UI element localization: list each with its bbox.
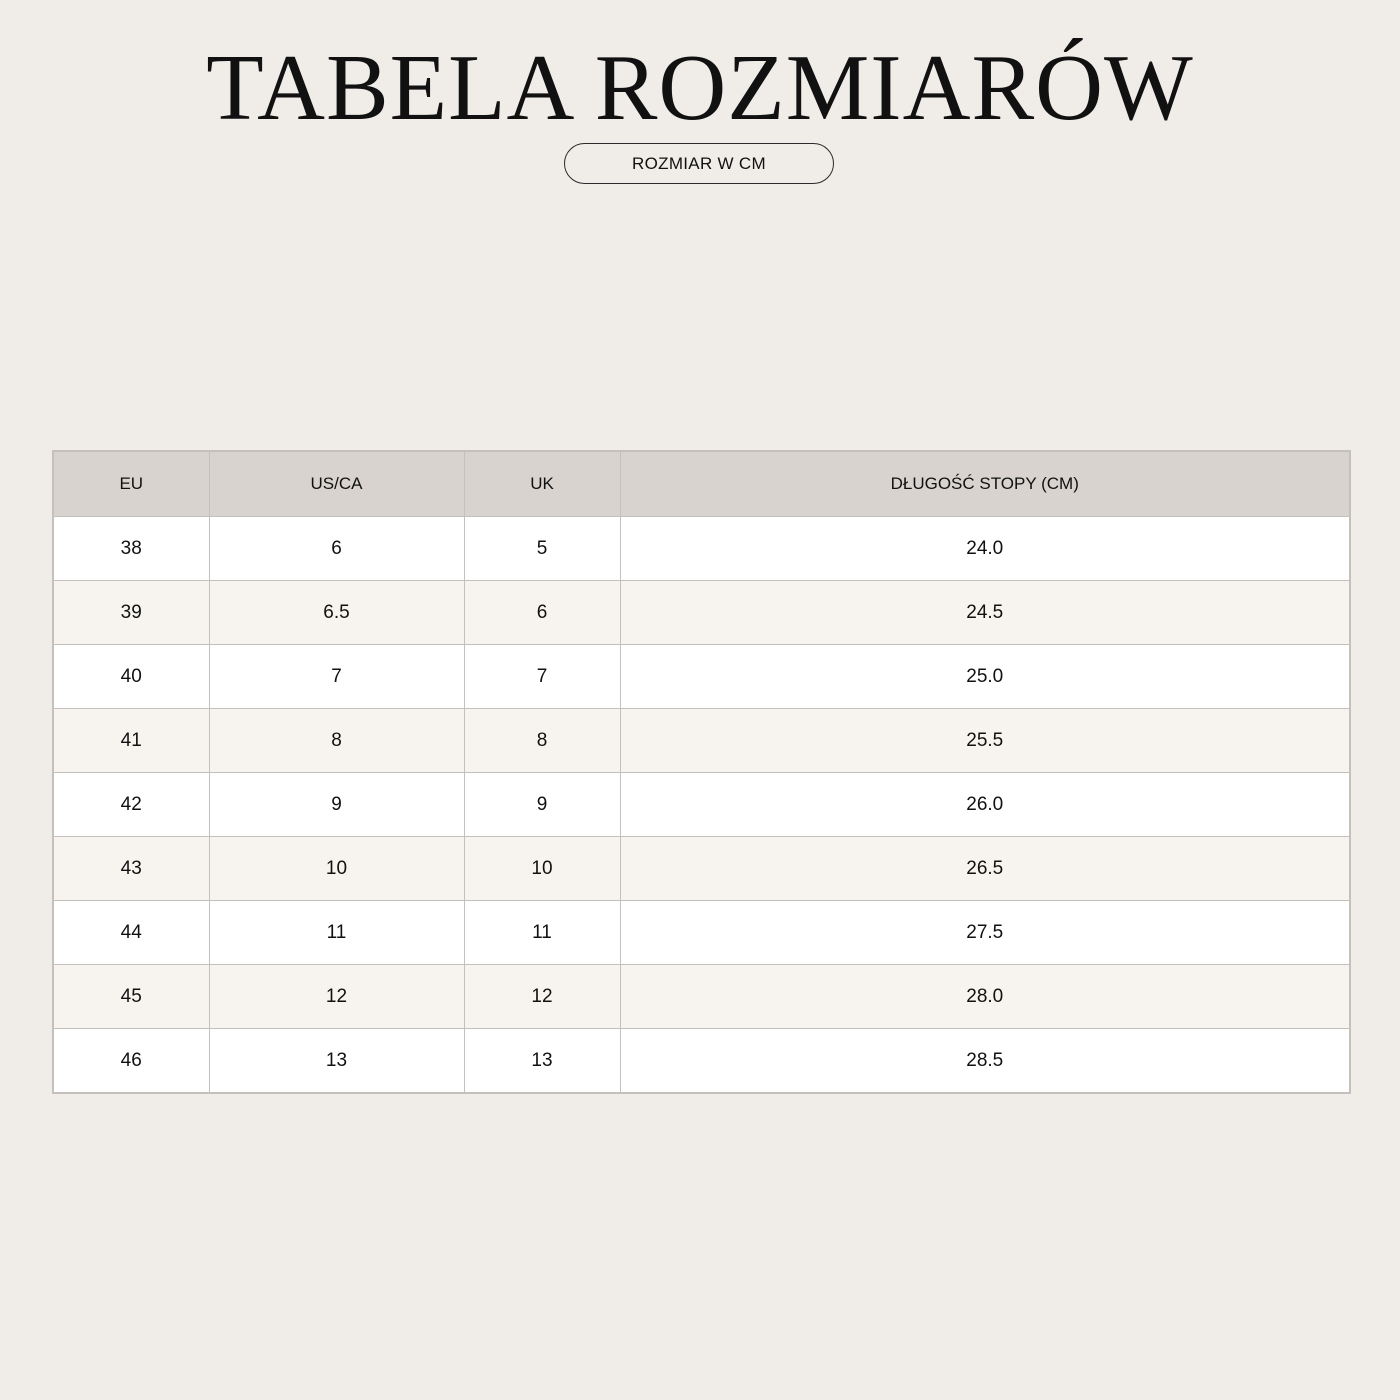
cell-foot-length: 24.0 xyxy=(620,517,1350,581)
header-eu: EU xyxy=(53,451,209,517)
cell-us-ca: 11 xyxy=(209,901,464,965)
table-row xyxy=(53,709,1350,773)
table-header-row xyxy=(53,451,1350,517)
cell-eu: 45 xyxy=(53,965,209,1029)
cell-eu: 43 xyxy=(53,837,209,901)
header-us-ca: US/CA xyxy=(209,451,464,517)
table-row xyxy=(53,581,1350,645)
cell-us-ca: 8 xyxy=(209,709,464,773)
cell-uk: 12 xyxy=(464,965,620,1029)
cell-foot-length: 24.5 xyxy=(620,581,1350,645)
table-row xyxy=(53,645,1350,709)
cell-uk: 8 xyxy=(464,709,620,773)
table-row xyxy=(53,901,1350,965)
size-chart-table xyxy=(52,450,1351,1094)
cell-us-ca: 7 xyxy=(209,645,464,709)
cell-foot-length: 26.0 xyxy=(620,773,1350,837)
cell-eu: 42 xyxy=(53,773,209,837)
cell-eu: 38 xyxy=(53,517,209,581)
cell-foot-length: 26.5 xyxy=(620,837,1350,901)
table-row xyxy=(53,837,1350,901)
cell-us-ca: 6.5 xyxy=(209,581,464,645)
cell-us-ca: 12 xyxy=(209,965,464,1029)
cell-uk: 9 xyxy=(464,773,620,837)
unit-badge xyxy=(564,143,834,184)
cell-us-ca: 6 xyxy=(209,517,464,581)
table-row xyxy=(53,773,1350,837)
table-row xyxy=(53,1029,1350,1094)
cell-uk: 5 xyxy=(464,517,620,581)
cell-uk: 13 xyxy=(464,1029,620,1094)
cell-foot-length: 27.5 xyxy=(620,901,1350,965)
cell-uk: 10 xyxy=(464,837,620,901)
cell-foot-length: 25.0 xyxy=(620,645,1350,709)
header-foot-length: DŁUGOŚĆ STOPY (CM) xyxy=(620,451,1350,517)
cell-uk: 11 xyxy=(464,901,620,965)
cell-foot-length: 28.5 xyxy=(620,1029,1350,1094)
cell-uk: 7 xyxy=(464,645,620,709)
cell-us-ca: 10 xyxy=(209,837,464,901)
cell-us-ca: 9 xyxy=(209,773,464,837)
cell-eu: 41 xyxy=(53,709,209,773)
cell-uk: 6 xyxy=(464,581,620,645)
page-title: TABELA ROZMIARÓW xyxy=(206,36,1194,140)
cell-foot-length: 25.5 xyxy=(620,709,1350,773)
unit-badge-label: ROZMIAR W CM xyxy=(632,153,766,173)
cell-us-ca: 13 xyxy=(209,1029,464,1094)
cell-eu: 44 xyxy=(53,901,209,965)
table-row xyxy=(53,517,1350,581)
cell-eu: 39 xyxy=(53,581,209,645)
cell-foot-length: 28.0 xyxy=(620,965,1350,1029)
cell-eu: 46 xyxy=(53,1029,209,1094)
header-uk: UK xyxy=(464,451,620,517)
cell-eu: 40 xyxy=(53,645,209,709)
table-row xyxy=(53,965,1350,1029)
